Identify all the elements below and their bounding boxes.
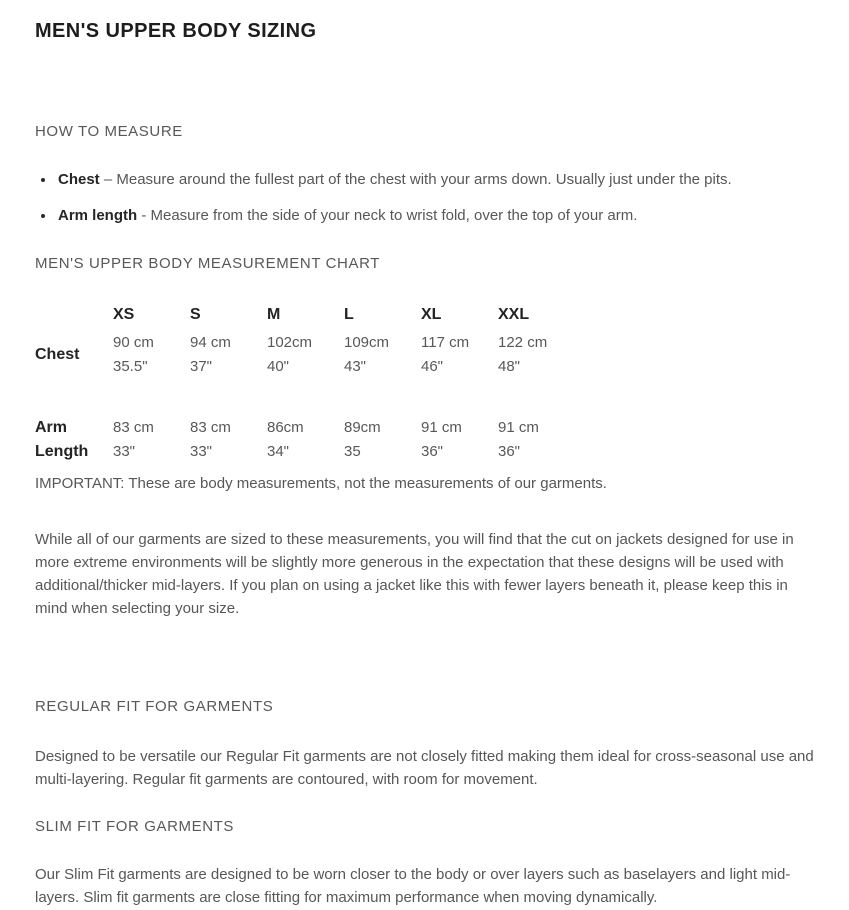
important-note: IMPORTANT: These are body measurements, not the measurements of our garments.: [35, 475, 607, 492]
column-header-s: S: [190, 306, 201, 323]
section-heading-measurement-chart: MEN'S UPPER BODY MEASUREMENT CHART: [35, 255, 380, 272]
cell-chest-m: 102cm 40": [267, 334, 313, 375]
cell-arm-xs: 83 cm 33": [113, 419, 154, 460]
section-heading-regular-fit: REGULAR FIT FOR GARMENTS: [35, 698, 274, 715]
column-header-l: L: [344, 306, 354, 323]
cell-arm-m: 86cm 34": [267, 419, 304, 460]
cell-chest-l: 109cm 43": [344, 334, 390, 375]
measure-desc-arm-length: - Measure from the side of your neck to wrist fold, over the top of your arm.: [141, 207, 638, 224]
cell-chest-s: 94 cm 37": [190, 334, 231, 375]
section-heading-slim-fit: SLIM FIT FOR GARMENTS: [35, 818, 235, 835]
cell-arm-xl: 91 cm 36": [421, 419, 462, 460]
paragraph-slim-fit: Our Slim Fit garments are designed to be worn closer to the body or over layers such as baselayers and light mid-layers. Slim fit garments are close fitting for maximum performance when moving dynamically.: [35, 866, 791, 906]
cell-chest-xxl: 122 cm 48": [498, 334, 548, 375]
size-chart-table: [35, 303, 821, 464]
row-label-arm-length: Arm Length: [35, 419, 89, 460]
list-item-chest: [56, 168, 821, 191]
measure-desc-chest: – Measure around the fullest part of the chest with your arms down. Usually just under the pits.: [103, 171, 732, 188]
header-spacer-cell: [35, 303, 113, 327]
cell-arm-l: 89cm 35: [344, 419, 381, 460]
table-row-chest: [35, 331, 821, 379]
row-label-chest: Chest: [35, 346, 80, 363]
table-row-arm-length: [35, 416, 821, 464]
how-to-measure-list: [35, 168, 821, 227]
column-header-xl: XL: [421, 306, 442, 323]
size-chart-header-row: [35, 303, 821, 327]
cell-arm-s: 83 cm 33": [190, 419, 231, 460]
measure-term-arm-length: Arm length: [58, 207, 138, 224]
column-header-m: M: [267, 306, 281, 323]
paragraph-regular-fit: Designed to be versatile our Regular Fit garments are not closely fitted making them ideal for cross-seasonal use and multi-layering. Regular fit garments are contoured, with room for movement.: [35, 748, 814, 788]
cell-arm-xxl: 91 cm 36": [498, 419, 539, 460]
column-header-xs: XS: [113, 306, 135, 323]
cell-chest-xl: 117 cm 46": [421, 334, 470, 375]
page-title: MEN'S UPPER BODY SIZING: [35, 20, 317, 42]
measure-term-chest: Chest: [58, 171, 100, 188]
column-header-xxl: XXL: [498, 306, 530, 323]
section-heading-how-to-measure: HOW TO MEASURE: [35, 123, 183, 140]
list-item-arm-length: [56, 204, 821, 227]
cell-chest-xs: 90 cm 35.5": [113, 334, 154, 375]
paragraph-sizing-note: While all of our garments are sized to these measurements, you will find that the cut on jackets designed for use in more extreme environments will be slightly more generous in the expectation that these designs will be used with additional/thicker mid-layers. If you plan on using a jacket like this with fewer layers beneath it, please keep this in mind when selecting your size.: [35, 531, 794, 617]
